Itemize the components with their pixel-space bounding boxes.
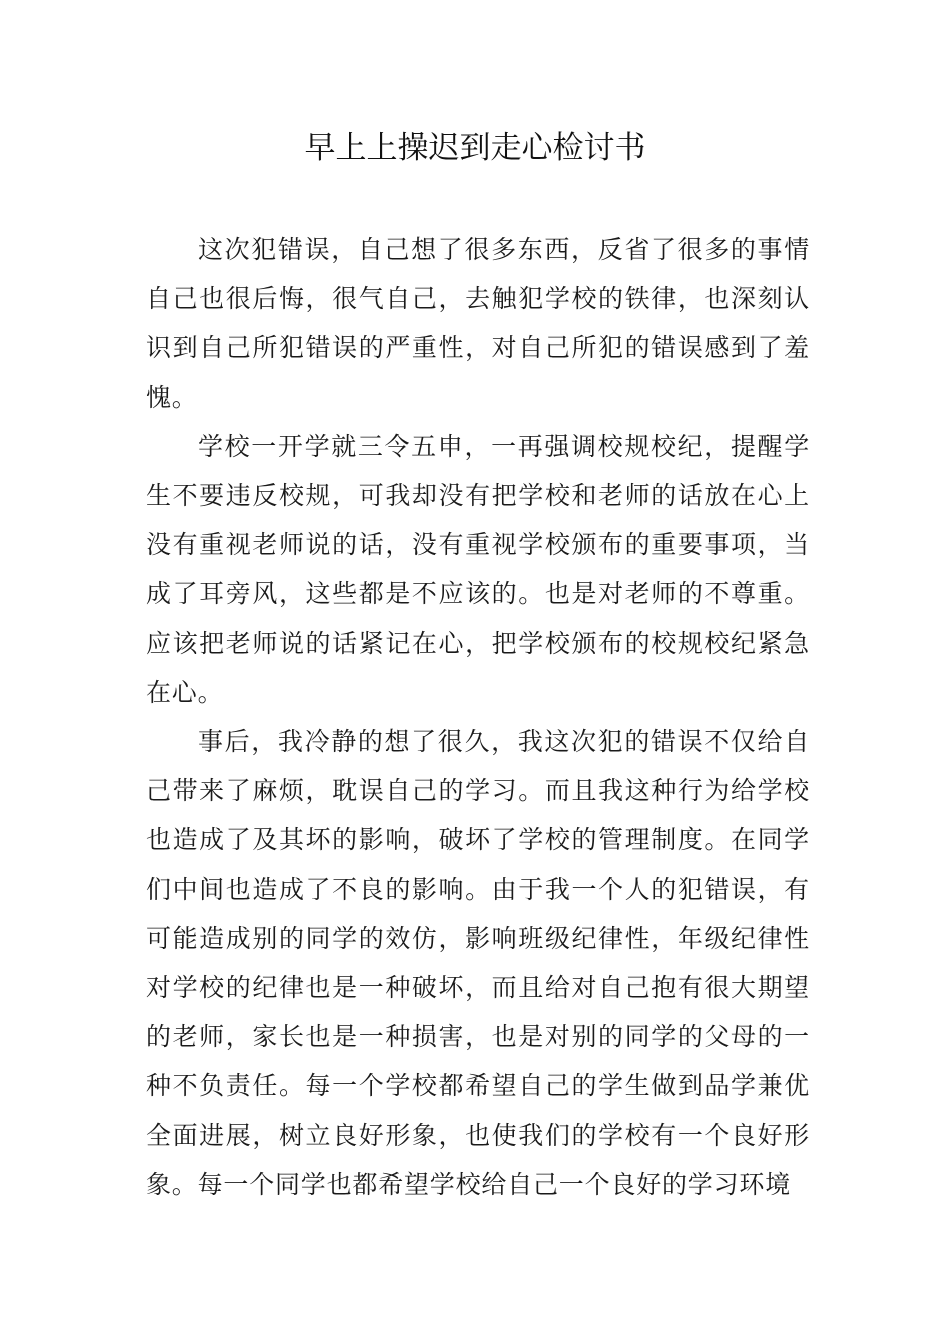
paragraph-2: 学校一开学就三令五申，一再强调校规校纪，提醒学生不要违反校规，可我却没有把学校和老师的话放在心上没有重视老师说的话，没有重视学校颁布的重要事项，当成了耳旁风，这些都是不应该的。也是对老师的不尊重。应该把老师说的话紧记在心，把学校颁布的校规校纪紧急在心。 xyxy=(146,431,810,707)
document-title: 早上上操迟到走心检讨书 xyxy=(304,130,646,166)
paragraph-3: 事后，我冷静的想了很久，我这次犯的错误不仅给自己带来了麻烦，耽误自己的学习。而且我这种行为给学校也造成了及其坏的影响，破坏了学校的管理制度。在同学们中间也造成了不良的影响。由于我一个人的犯错误，有可能造成别的同学的效仿，影响班级纪律性，年级纪律性对学校的纪律也是一种破坏，而且给对自己抱有很大期望的老师，家长也是一种损害，也是对别的同学的父母的一种不负责任。每一个学校都希望自己的学生做到品学兼优全面进展，树立良好形象，也使我们的学校有一个良好形象。每一个同学也都希望学校给自己一个良好的学习环境 xyxy=(146,727,810,1199)
paragraph-1: 这次犯错误，自己想了很多东西，反省了很多的事情自己也很后悔，很气自己，去触犯学校的铁律，也深刻认识到自己所犯错误的严重性，对自己所犯的错误感到了羞愧。 xyxy=(146,235,810,412)
document-body xyxy=(146,225,810,1209)
